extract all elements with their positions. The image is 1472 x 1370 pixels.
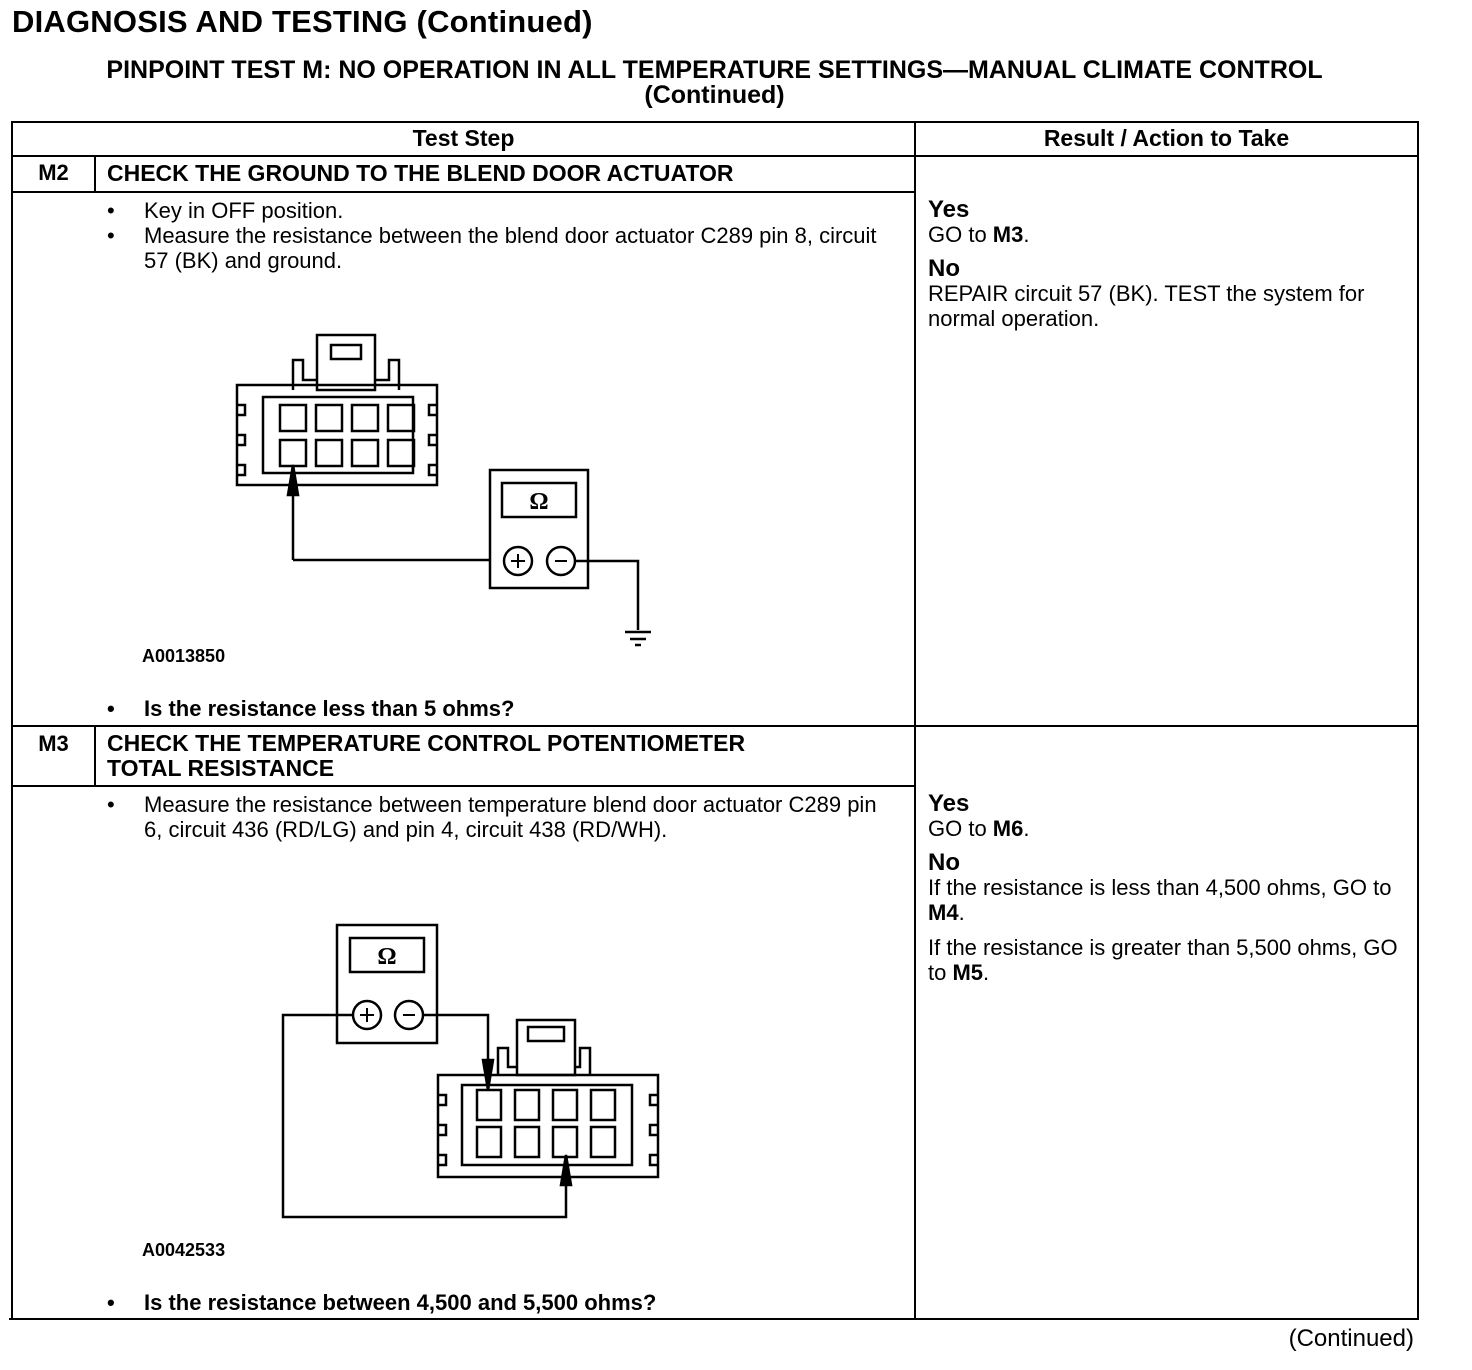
- step-reference: M3: [992, 222, 1024, 247]
- table-border-left: [11, 121, 13, 1320]
- pinpoint-test-title: [12, 58, 1417, 108]
- table-border-top: [11, 121, 1419, 123]
- ohmmeter: [490, 470, 588, 588]
- result-no-action: REPAIR circuit 57 (BK). TEST the system for normal operation.: [928, 281, 1365, 331]
- table-header-divider: [11, 155, 1419, 157]
- table-border-right: [1417, 121, 1419, 1320]
- figure-id-m3: A0042533: [142, 1240, 226, 1260]
- question-text: Is the resistance less than 5 ohms?: [144, 696, 515, 721]
- ground-icon: [625, 632, 651, 645]
- result-m2: [928, 197, 1410, 331]
- m3-title-divider: [11, 785, 916, 787]
- result-no-label: No: [928, 849, 960, 876]
- figure-id-m2: A0013850: [142, 646, 226, 666]
- pinpoint-test-title-line2: (Continued): [644, 81, 785, 109]
- list-item: • Key in OFF position.: [107, 198, 344, 223]
- connector-ground-diagram: [225, 325, 665, 655]
- connector-c289: [438, 1020, 658, 1177]
- step-reference: M5: [952, 960, 984, 985]
- continued-label: (Continued): [1288, 1325, 1414, 1352]
- connector-resistance-diagram: [270, 915, 690, 1230]
- instruction-text: Key in OFF position.: [144, 198, 344, 223]
- step-reference: M6: [992, 816, 1024, 841]
- ohm-symbol: Ω: [377, 944, 397, 970]
- page-title: DIAGNOSIS AND TESTING (Continued): [12, 4, 593, 39]
- test-lead-wire: [283, 1015, 566, 1217]
- step-title-line: CHECK THE TEMPERATURE CONTROL POTENTIOMETER: [107, 730, 746, 756]
- probe-tip: [561, 1155, 571, 1185]
- step-title-m2: CHECK THE GROUND TO THE BLEND DOOR ACTUATOR: [107, 160, 734, 186]
- step-question-m3: • Is the resistance between 4,500 and 5,500 ohms?: [107, 1290, 657, 1315]
- step-instructions-m2: [107, 198, 897, 273]
- list-item: • Measure the resistance between temperature blend door actuator C289 pin 6, circuit 436 (RD/LG) and pin 4, circuit 438 (RD/WH).: [107, 792, 887, 842]
- m2-title-divider: [11, 191, 916, 193]
- result-yes-label: Yes: [928, 790, 970, 817]
- column-divider: [914, 121, 916, 1320]
- instruction-text: Measure the resistance between temperature blend door actuator C289 pin 6, circuit 436 (RD/LG) and pin 4, circuit 438 (RD/WH).: [144, 792, 877, 842]
- test-lead-wire: [423, 1015, 488, 1065]
- m3-id-divider: [94, 725, 96, 786]
- step-question-m2: • Is the resistance less than 5 ohms?: [107, 696, 515, 721]
- step-reference: M4: [928, 900, 959, 925]
- ohmmeter: [337, 925, 437, 1043]
- result-no-action: If the resistance is less than 4,500 ohms, GO to M4.: [928, 875, 1392, 925]
- list-item: • Measure the resistance between the blend door actuator C289 pin 8, circuit 57 (BK) and ground.: [107, 223, 897, 273]
- table-border-bottom: [9, 1318, 1419, 1320]
- m2-id-divider: [94, 155, 96, 192]
- ground-wire: [575, 561, 638, 630]
- step-title-line: TOTAL RESISTANCE: [107, 755, 335, 781]
- column-header-result: Result / Action to Take: [1043, 125, 1290, 151]
- step-divider: [11, 725, 1419, 727]
- result-m3: [928, 791, 1410, 985]
- result-no-action: If the resistance is greater than 5,500 ohms, GO to M5.: [928, 935, 1398, 985]
- pinpoint-test-title-line1: PINPOINT TEST M: NO OPERATION IN ALL TEMPERATURE SETTINGS—MANUAL CLIMATE CONTROL: [106, 56, 1323, 84]
- question-text: Is the resistance between 4,500 and 5,500 ohms?: [144, 1290, 657, 1315]
- ohm-symbol: Ω: [529, 489, 549, 515]
- connector-c289: [237, 335, 437, 485]
- instruction-text: Measure the resistance between the blend door actuator C289 pin 8, circuit 57 (BK) and ground.: [144, 223, 877, 273]
- result-yes-action: GO to M3.: [928, 222, 1030, 247]
- column-header-test-step: Test Step: [412, 125, 515, 151]
- result-yes-action: GO to M6.: [928, 816, 1030, 841]
- step-instructions-m3: [107, 792, 887, 842]
- probe-tip: [288, 465, 298, 495]
- step-id-m2: M2: [38, 160, 69, 185]
- result-yes-label: Yes: [928, 196, 970, 223]
- result-no-label: No: [928, 255, 960, 282]
- step-id-m3: M3: [38, 731, 69, 756]
- step-title-m3: [107, 731, 745, 781]
